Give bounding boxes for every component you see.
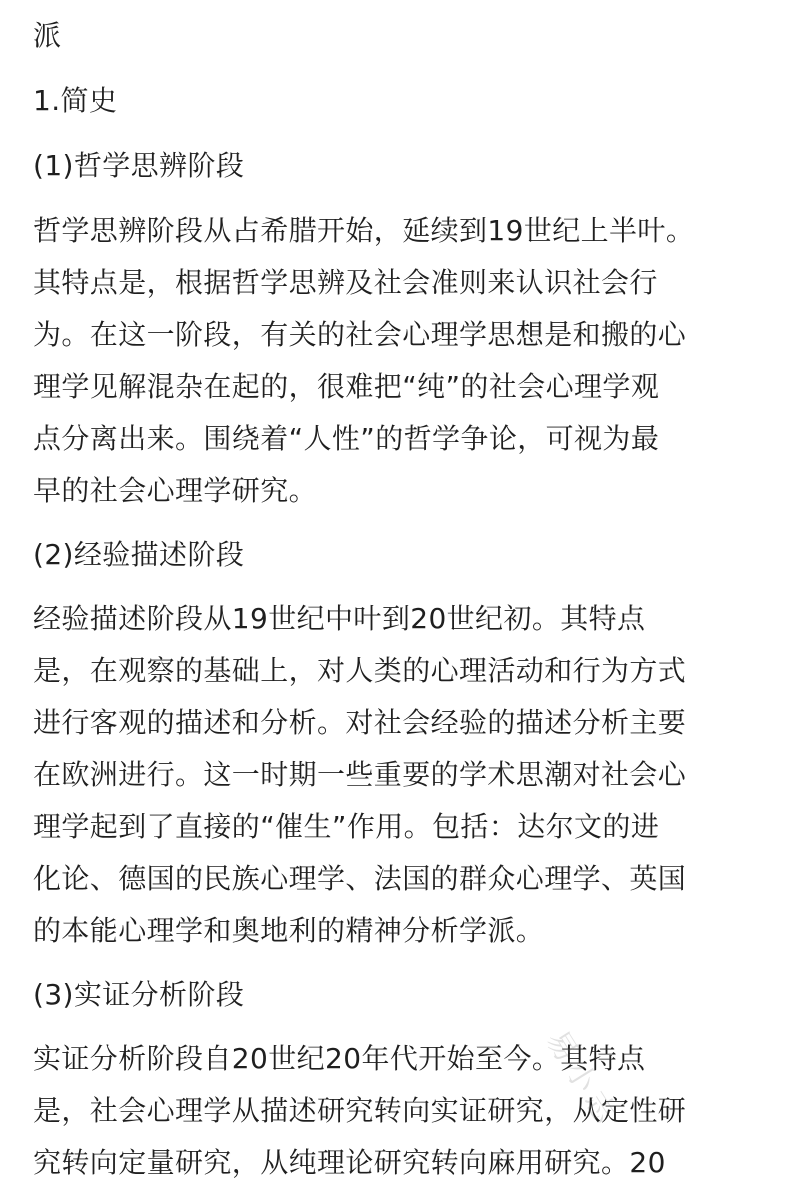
paragraph-line: 实证分析阶段自20世纪20年代开始至今。其特点 <box>33 1042 646 1075</box>
subheading-philosophy: (1)哲学思辨阶段 <box>33 149 245 182</box>
text-line-1: 派 <box>33 19 62 52</box>
paragraph-line: 究转向定量研究，从纯理论研究转向麻用研究。20 <box>33 1146 666 1179</box>
paragraph-line: 理学起到了直接的“催生”作用。包括：达尔文的进 <box>33 810 660 843</box>
section-heading-history: 1.简史 <box>33 84 118 117</box>
watermark: 易小志 <box>538 1024 626 1135</box>
paragraph-line: 是，在观察的基础上，对人类的心理活动和行为方式 <box>33 654 687 687</box>
paragraph-line: 为。在这一阶段，有关的社会心理学思想是和搬的心 <box>33 318 687 351</box>
paragraph-line: 哲学思辨阶段从占希腊开始，延续到19世纪上半叶。 <box>33 214 695 247</box>
paragraph-line: 理学见解混杂在起的，很难把“纯”的社会心理学观 <box>33 370 660 403</box>
paragraph-line: 早的社会心理学研究。 <box>33 474 318 507</box>
paragraph-line: 是，社会心理学从描述研究转向实证研究，从定性研 <box>33 1094 687 1127</box>
subheading-empirical: (2)经验描述阶段 <box>33 538 245 571</box>
paragraph-line: 化论、德国的民族心理学、法国的群众心理学、英国 <box>33 862 687 895</box>
paragraph-line: 在欧洲进行。这一时期一些重要的学术思潮对社会心 <box>33 758 687 791</box>
paragraph-line: 进行客观的描述和分析。对社会经验的描述分析主要 <box>33 706 687 739</box>
paragraph-line: 其特点是，根据哲学思辨及社会准则来认识社会行 <box>33 266 658 299</box>
paragraph-line: 点分离出来。围绕着“人性”的哲学争论，可视为最 <box>33 422 660 455</box>
paragraph-line: 的本能心理学和奥地利的精神分析学派。 <box>33 914 545 947</box>
paragraph-line: 经验描述阶段从19世纪中叶到20世纪初。其特点 <box>33 602 646 635</box>
subheading-positivist: (3)实证分析阶段 <box>33 978 245 1011</box>
